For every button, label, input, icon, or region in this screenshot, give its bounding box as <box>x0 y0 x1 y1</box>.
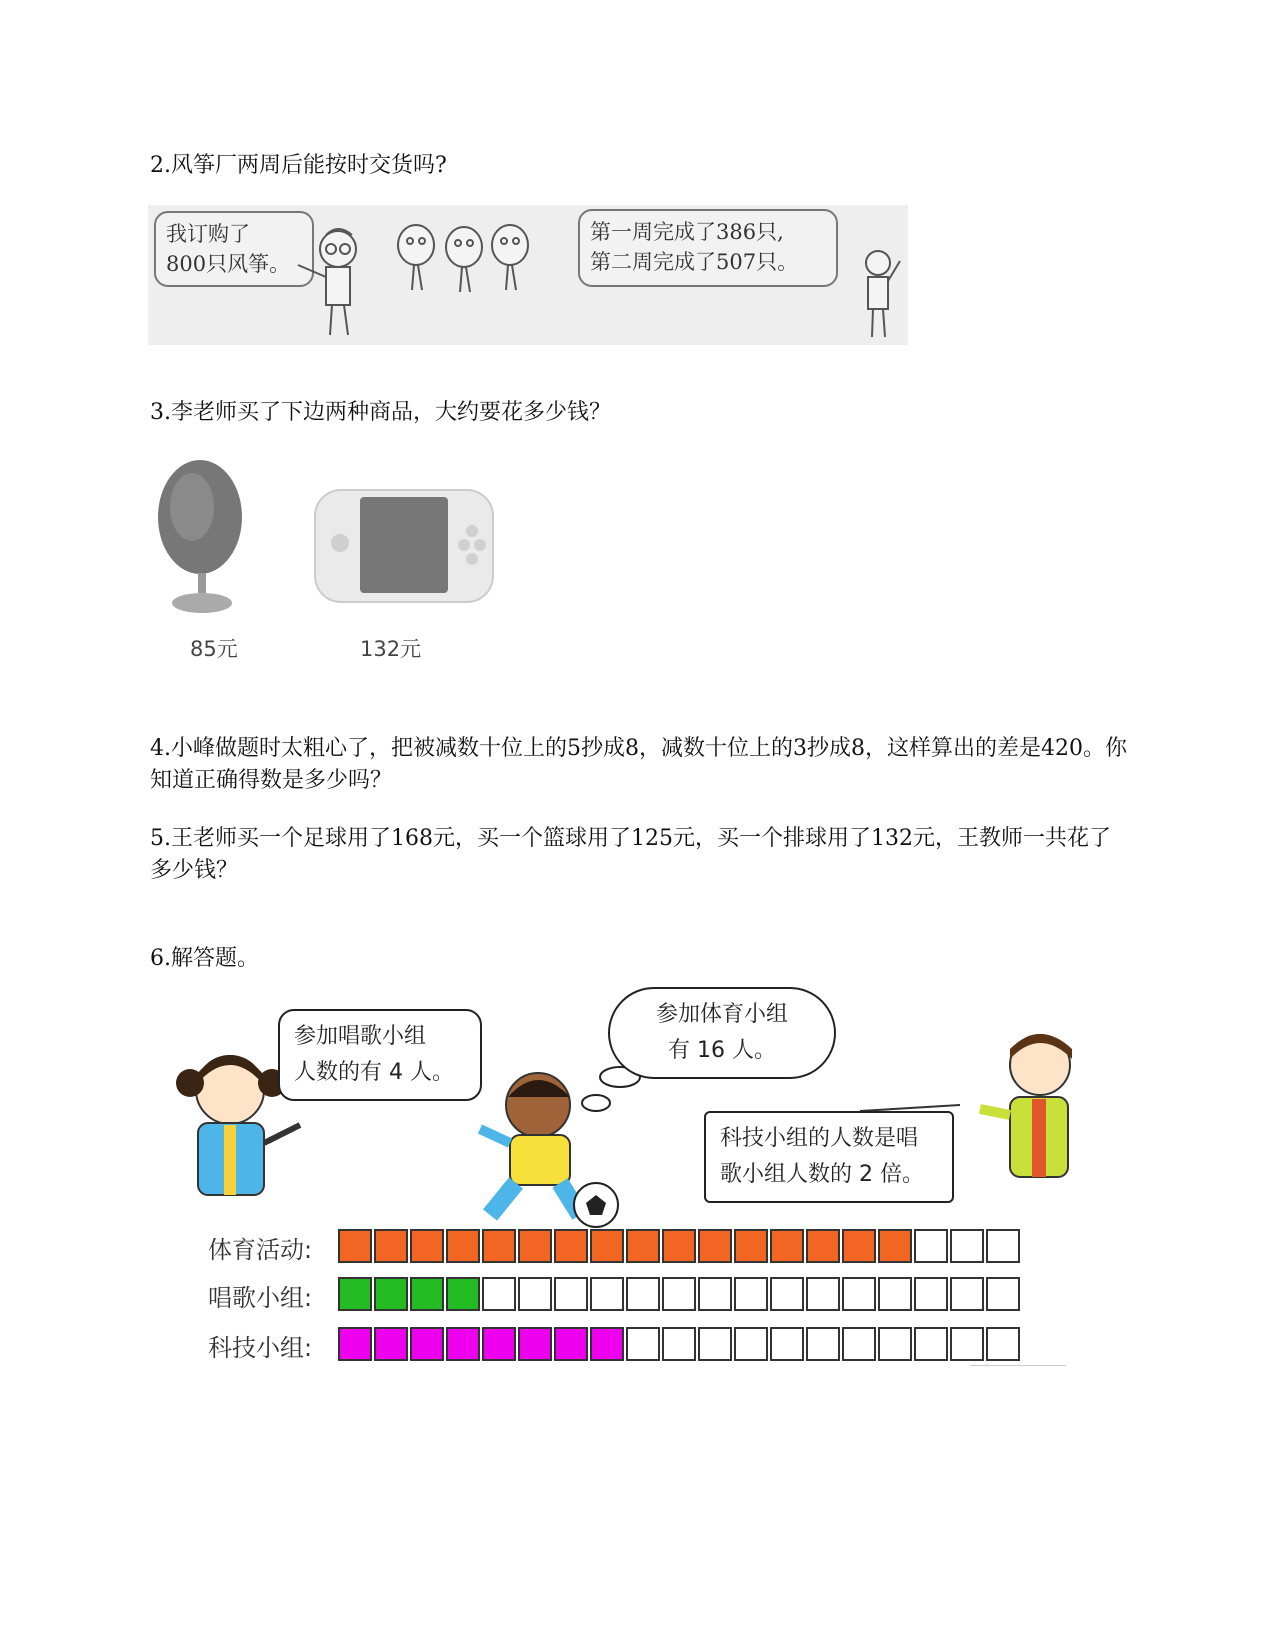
globe-price: 85元 <box>190 637 238 661</box>
activity-groups-picture <box>160 1002 1130 1435</box>
empty-cell <box>554 1277 588 1311</box>
empty-cell <box>482 1277 516 1311</box>
filled-cell <box>518 1229 552 1263</box>
filled-cell <box>338 1277 372 1311</box>
boy-thought-bubble <box>608 987 836 1079</box>
filled-cell <box>806 1229 840 1263</box>
question-5: 5.王老师买一个足球用了168元，买一个篮球用了125元，买一个排球用了132元，王教师一共花了多少钱？ <box>150 826 1111 883</box>
bubble-line: 800只风筝。 <box>166 252 291 276</box>
bubble-line: 科技小组的人数是唱 <box>720 1126 919 1151</box>
empty-cell <box>842 1277 876 1311</box>
empty-cell <box>986 1327 1020 1361</box>
tech-row-label: 科技小组: <box>208 1334 313 1362</box>
singing-row-label: 唱歌小组: <box>208 1284 313 1312</box>
bubble-line: 第一周完成了386只, <box>590 220 784 244</box>
filled-cell <box>698 1229 732 1263</box>
filled-cell <box>410 1277 444 1311</box>
kite-icon <box>492 225 528 290</box>
factory-worker-icon <box>866 251 900 337</box>
filled-cell <box>374 1327 408 1361</box>
empty-cell <box>878 1327 912 1361</box>
empty-cell <box>734 1277 768 1311</box>
empty-cell <box>698 1327 732 1361</box>
girl-speech-bubble <box>278 1009 482 1101</box>
game-console-price: 132元 <box>360 637 422 661</box>
empty-cell <box>842 1327 876 1361</box>
boy-speech-bubble <box>704 1111 954 1203</box>
bubble-line: 参加体育小组 <box>655 1002 788 1027</box>
empty-cell <box>734 1327 768 1361</box>
filled-cell <box>590 1327 624 1361</box>
filled-cell <box>482 1327 516 1361</box>
filled-cell <box>338 1229 372 1263</box>
filled-cell <box>554 1229 588 1263</box>
thought-dot <box>582 1095 610 1111</box>
empty-cell <box>878 1277 912 1311</box>
kite-icon <box>446 227 482 292</box>
worker-speech-bubble <box>578 209 838 287</box>
filled-cell <box>554 1327 588 1361</box>
empty-cell <box>626 1277 660 1311</box>
question-4: 4.小峰做题时太粗心了，把被减数十位上的5抄成8，减数十位上的3抄成8，这样算出的差是420。你知道正确得数是多少吗？ <box>150 736 1127 793</box>
empty-cell <box>806 1327 840 1361</box>
empty-cell <box>950 1327 984 1361</box>
empty-cell <box>914 1277 948 1311</box>
filled-cell <box>590 1229 624 1263</box>
filled-cell <box>482 1229 516 1263</box>
singing-cells <box>338 1277 1022 1311</box>
filled-cell <box>374 1277 408 1311</box>
soccer-boy-icon <box>480 1073 580 1215</box>
empty-cell <box>950 1277 984 1311</box>
goods-drawing <box>150 455 550 625</box>
filled-cell <box>374 1229 408 1263</box>
empty-cell <box>626 1327 660 1361</box>
filled-cell <box>410 1327 444 1361</box>
empty-cell <box>986 1277 1020 1311</box>
bubble-line: 有 16 人。 <box>668 1038 776 1063</box>
empty-cell <box>698 1277 732 1311</box>
customer-boy-icon <box>298 229 356 335</box>
empty-cell <box>986 1229 1020 1263</box>
goods-picture <box>150 455 550 670</box>
empty-cell <box>914 1229 948 1263</box>
filled-cell <box>770 1229 804 1263</box>
bubble-line: 第二周完成了507只。 <box>590 250 799 274</box>
filled-cell <box>662 1229 696 1263</box>
bubble-line: 人数的有 4 人。 <box>294 1060 454 1085</box>
filled-cell <box>734 1229 768 1263</box>
handheld-game-icon <box>315 490 493 602</box>
filled-cell <box>842 1229 876 1263</box>
empty-cell <box>770 1327 804 1361</box>
kite-icon <box>398 225 434 290</box>
bubble-line: 我订购了 <box>166 222 250 246</box>
filled-cell <box>446 1277 480 1311</box>
filled-cell <box>878 1229 912 1263</box>
tech-cells <box>338 1327 1022 1361</box>
kite-factory-picture <box>148 205 908 345</box>
question-3: 3.李老师买了下边两种商品，大约要花多少钱？ <box>150 400 611 425</box>
filled-cell <box>410 1229 444 1263</box>
bubble-line: 参加唱歌小组 <box>294 1024 427 1049</box>
empty-cell <box>662 1327 696 1361</box>
filled-cell <box>626 1229 660 1263</box>
filled-cell <box>446 1327 480 1361</box>
globe-icon <box>158 460 242 613</box>
bubble-line: 歌小组人数的 2 倍。 <box>720 1162 924 1187</box>
empty-cell <box>518 1277 552 1311</box>
question-6: 6.解答题。 <box>150 946 259 971</box>
sports-row-label: 体育活动: <box>208 1236 313 1264</box>
divider-line <box>970 1365 1066 1366</box>
empty-cell <box>914 1327 948 1361</box>
empty-cell <box>770 1277 804 1311</box>
question-2: 2.风筝厂两周后能按时交货吗? <box>150 153 447 178</box>
empty-cell <box>806 1277 840 1311</box>
empty-cell <box>950 1229 984 1263</box>
filled-cell <box>446 1229 480 1263</box>
filled-cell <box>338 1327 372 1361</box>
soccer-ball-icon <box>574 1183 618 1227</box>
sports-cells <box>338 1229 1022 1263</box>
empty-cell <box>590 1277 624 1311</box>
empty-cell <box>662 1277 696 1311</box>
filled-cell <box>518 1327 552 1361</box>
